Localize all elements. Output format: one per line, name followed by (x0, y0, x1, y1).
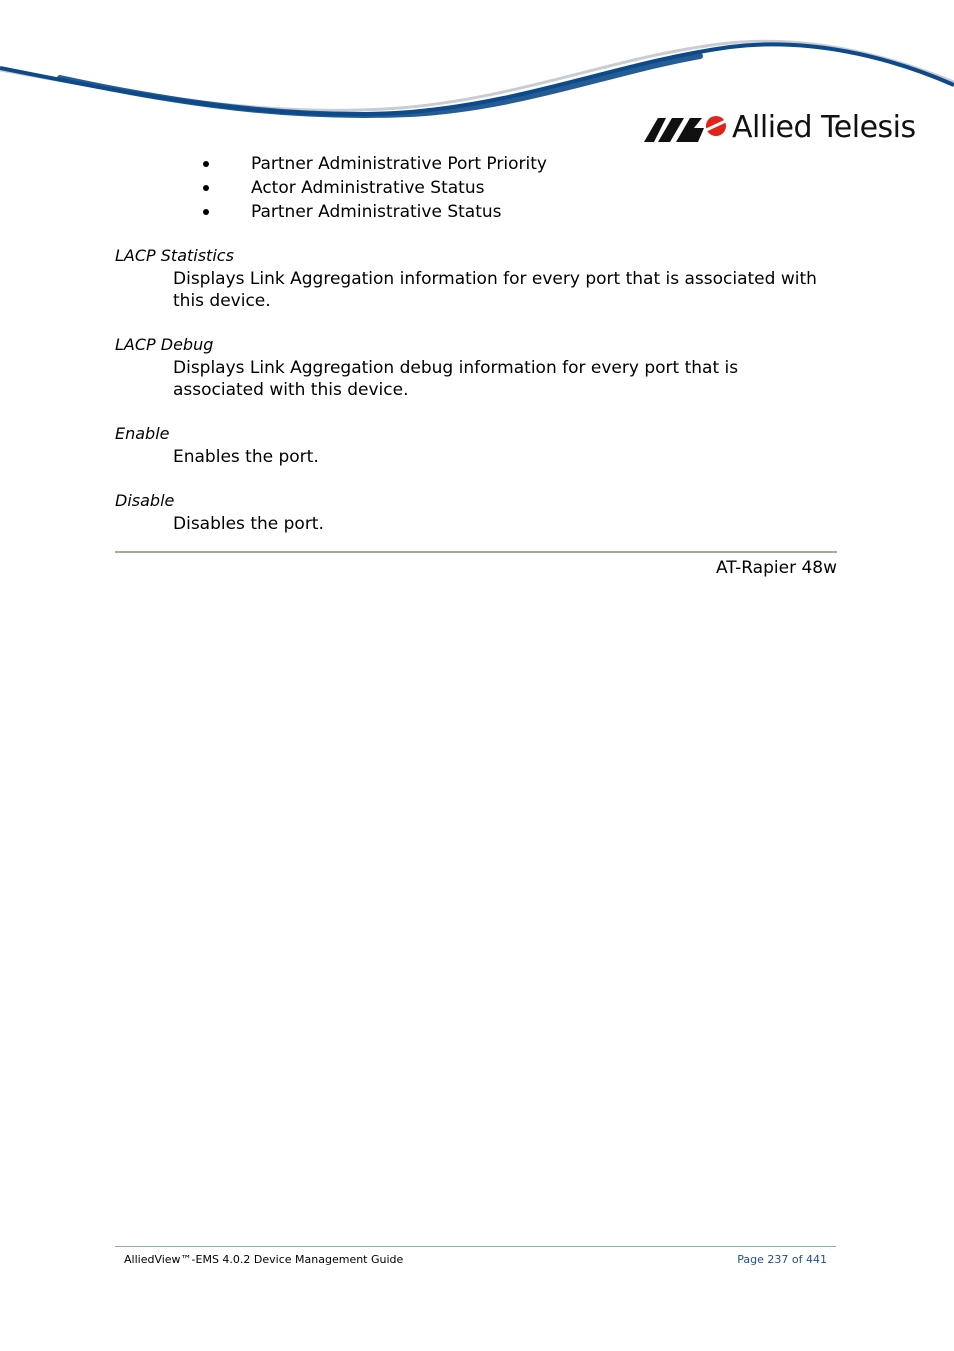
term-lacp-debug: LACP Debug (115, 335, 214, 354)
allied-telesis-logo-mark-icon (644, 114, 728, 142)
description-enable: Enables the port. (173, 447, 319, 467)
footer-guide-title: AlliedView™-EMS 4.0.2 Device Management Guide (124, 1253, 404, 1266)
description-disable: Disables the port. (173, 514, 324, 534)
footer-page-number: Page 237 of 441 (737, 1253, 827, 1266)
product-label: AT-Rapier 48w (715, 558, 837, 578)
bullet-icon (203, 161, 209, 167)
bullet-icon (203, 185, 209, 191)
term-enable: Enable (115, 424, 170, 443)
logo-wordmark: Allied Telesis (732, 110, 916, 145)
section-divider (115, 551, 837, 553)
description-lacp-statistics: Displays Link Aggregation information for every port that is associated with this device. (173, 269, 817, 311)
bullet-icon (203, 209, 209, 215)
allied-telesis-logo (644, 108, 916, 148)
term-lacp-statistics: LACP Statistics (115, 246, 234, 265)
description-lacp-debug: Displays Link Aggregation debug information for every port that is associated with this device. (173, 358, 739, 400)
footer-divider (115, 1246, 836, 1247)
term-disable: Disable (115, 491, 175, 510)
